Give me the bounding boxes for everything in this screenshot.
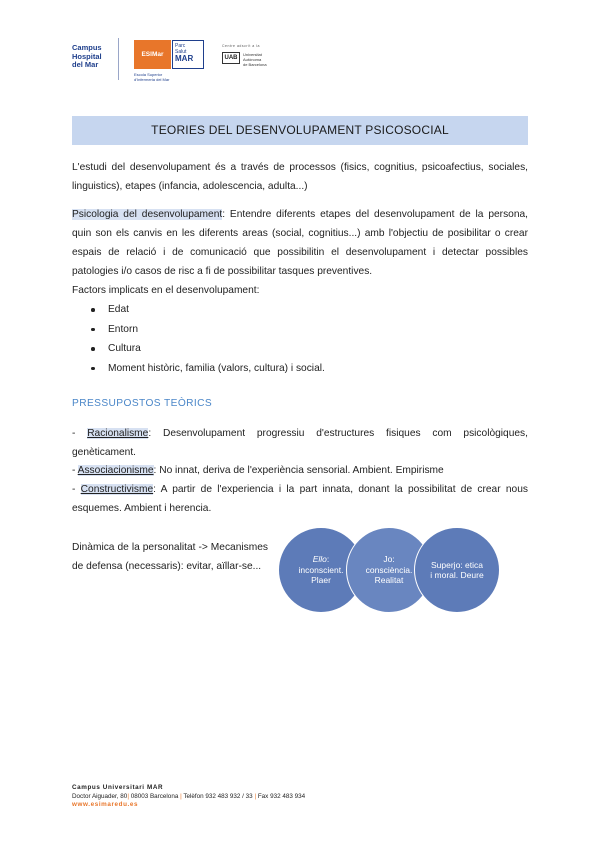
list-item: Cultura: [88, 339, 528, 359]
venn-circle-superjo: Superjo: etica i moral. Deure: [414, 527, 500, 613]
theory-associacionisme: - Associacionisme: No innat, deriva de l'experiència sensorial. Ambient. Empirisme: [72, 465, 444, 476]
theory-term: Associacionisme: [77, 465, 154, 476]
psicologia-paragraph: [72, 205, 528, 281]
factors-list: [88, 300, 528, 378]
logo-divider: [118, 38, 119, 80]
parc-salut-mar-logo: Parc Salut MAR: [172, 40, 204, 69]
theory-constructivisme: - Constructivisme: A partir de l'experiencia i la part innata, donant la possibilitat de crear nous esquemes. Ambient i herencia.: [72, 484, 528, 514]
dynamics-paragraph: Dinàmica de la personalitat -> Mecanismes de defensa (necessaris): evitar, aïllar-se...: [72, 542, 268, 572]
venn-circle-ello: Ello: inconscient. Plaer: [278, 527, 364, 613]
page-title: TEORIES DEL DESENVOLUPAMENT PSICOSOCIAL: [72, 116, 528, 145]
factors-intro: Factors implicats en el desenvolupament:: [72, 285, 260, 296]
uab-caption: Centre adscrit a la: [222, 44, 260, 48]
uab-logo: UAB: [222, 52, 240, 64]
list-item: Moment històric, familia (valors, cultura) i social.: [88, 359, 528, 379]
intro-paragraph: L'estudi del desenvolupament és a través de processos (fisics, cognitius, psicoafectius, sociales, linguistics), etapes (infancia, adolescencia, adulta...): [72, 162, 528, 192]
section-heading: PRESSUPOSTOS TEÒRICS: [72, 398, 213, 409]
campus-hospital-logo: Campus Hospital del Mar: [72, 43, 102, 69]
page-footer: [72, 784, 532, 810]
footer-website[interactable]: www.esimaredu.es: [72, 801, 139, 808]
list-item: Entorn: [88, 320, 528, 340]
psicologia-text: : Entendre diferents etapes del desenvolupament de la persona, quin son els canvis en les diferents areas (social, cognitius...) amb l'objectiu de posibilitar o crear espais de relació i de comunicació que possibilitin el desenvolupament i detectar possibles patologies i/o casos de risc a fi de possibilitar tasques preventives.: [72, 209, 528, 277]
venn-circle-jo: Jo: consciència. Realitat: [346, 527, 432, 613]
esimar-subtitle: Escola Superior d'Infermeria del Mar: [134, 72, 170, 82]
footer-contact: Doctor Aiguader, 80| 08003 Barcelona | Telèfon 932 483 932 / 33 | Fax 932 483 934: [72, 792, 306, 800]
theory-racionalisme: - Racionalisme: Desenvolupament progressiu d'estructures fisiques com psicològiques, genèticament.: [72, 428, 528, 458]
esimar-logo: ESIMar: [134, 40, 171, 69]
uab-name: Universitat Autònoma de Barcelona: [243, 52, 267, 67]
list-item: Edat: [88, 300, 528, 320]
theory-term: Constructivisme: [80, 484, 154, 495]
footer-name: Campus Universitari MAR: [72, 784, 164, 791]
psicologia-term: Psicologia del desenvolupament: [72, 209, 223, 220]
theory-term: Racionalisme: [87, 428, 149, 439]
